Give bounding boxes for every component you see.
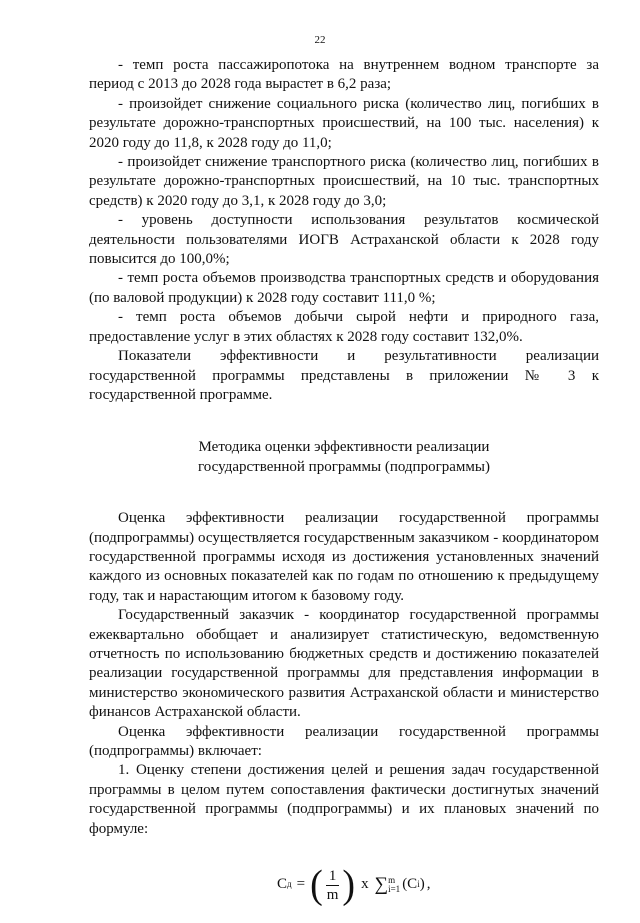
- section-heading-line-1: Методика оценки эффективности реализации: [198, 439, 490, 456]
- formula-sigma: ∑: [374, 874, 389, 896]
- formula-paren-open: (: [310, 862, 323, 908]
- section-heading-line-2: государственной программы (подпрограммы): [198, 458, 490, 475]
- formula-numerator: 1: [326, 867, 340, 886]
- bullet-item-3: - произойдет снижение транспортного риска (количество лиц, погибших в результате дорожно-транспортных происшествий, на 10 тыс. транспортных средств) к 2020 году до 3,1, к 2028 году до 3,0;: [89, 154, 599, 209]
- formula-times: x: [361, 876, 369, 893]
- formula: [277, 863, 430, 907]
- bullet-item-5: - темп роста объемов производства транспортных средств и оборудования (по валовой продукции) к 2028 году составит 111,0 %;: [89, 270, 599, 306]
- paragraph-assessment: Оценка эффективности реализации государственной программы (подпрограммы) осуществляется государственным заказчиком - координатором государственной программы исходя из достижения установленных значений каждого из основных показателей как по годам по отношению к предыдущему году, так и нарастающим итогом к базовому году.: [89, 510, 599, 604]
- paragraph-customer: Государственный заказчик - координатор государственной программы ежеквартально обобщает и анализирует статистическую, ведомственную отчетность по использованию бюджетных средств и достижению показателей реализации государственной программы для представления информации в министерство экономического развития Астраханской области и министерство финансов Астраханской области.: [89, 607, 599, 721]
- formula-paren-close: ): [342, 862, 356, 908]
- bullet-item-1: - темп роста пассажиропотока на внутреннем водном транспорте за период с 2013 до 2028 года вырастет в 6,2 раза;: [89, 57, 599, 93]
- section-heading: [89, 438, 599, 477]
- paragraph-includes: Оценка эффективности реализации государственной программы (подпрограммы) включает:: [89, 723, 599, 759]
- bullet-item-2: - произойдет снижение социального риска (количество лиц, погибших в результате дорожно-транспортных происшествий, на 100 тыс. населения) к 2020 году до 11,8, к 2028 году до 11,0;: [89, 95, 599, 151]
- bullet-item-4: - уровень доступности использования результатов космической деятельности пользователями ИОГВ Астраханской области к 2028 году повысится до 100,0%;: [89, 212, 599, 268]
- formula-sum-upper: m: [388, 875, 396, 886]
- formula-sum-lower: i=1: [388, 884, 401, 895]
- bullet-item-6: - темп роста объемов добычи сырой нефти и природного газа, предоставление услуг в этих областях к 2028 году составит 132,0%.: [89, 309, 599, 345]
- document-body: [89, 56, 599, 923]
- formula-term-close: ): [419, 876, 425, 893]
- page-number: 22: [314, 34, 326, 46]
- formula-term-sub: i: [417, 879, 420, 890]
- formula-fraction: [324, 867, 342, 904]
- formula-block: [89, 853, 599, 923]
- formula-sum-limits: [388, 876, 400, 894]
- formula-lhs-sub: д: [287, 879, 292, 890]
- paragraph-item-1: 1. Оценку степени достижения целей и решения задач государственной программы в целом путем сопоставления фактически достигнутых значений государственной программы (подпрограммы) и их плановых значений по формуле:: [89, 762, 599, 837]
- formula-denominator: m: [326, 886, 339, 903]
- indicators-paragraph: Показатели эффективности и результативности реализации государственной программы представлены в приложении № 3 к государственной программе.: [89, 348, 599, 403]
- formula-term: (C: [402, 876, 418, 893]
- formula-lhs: C: [277, 876, 288, 893]
- formula-tail: ,: [426, 876, 431, 893]
- formula-equals: =: [296, 876, 306, 893]
